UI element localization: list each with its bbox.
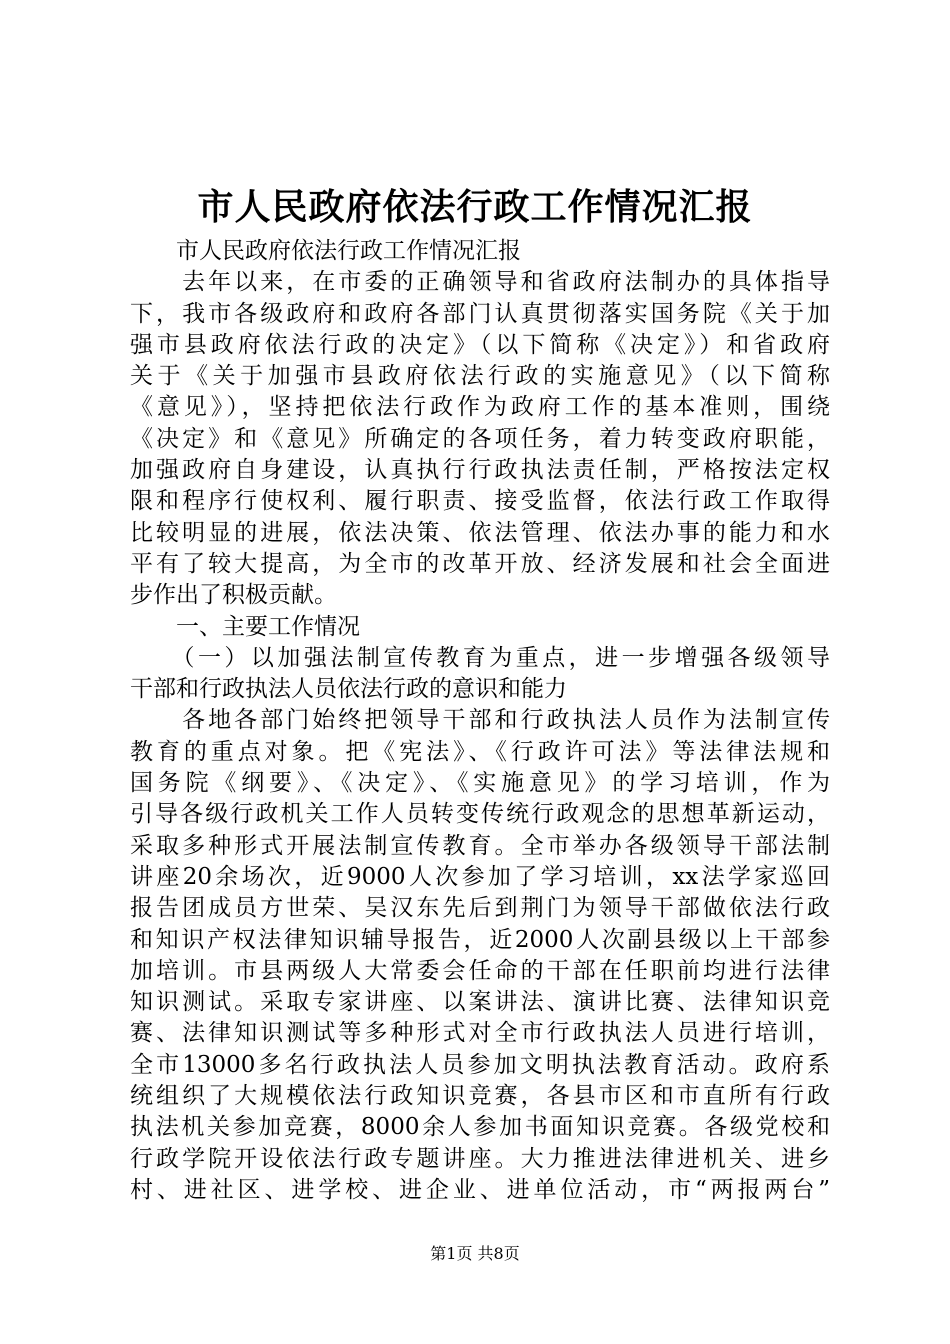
text-line: 采取多种形式开展法制宣传教育。全市举办各级领导干部法制	[130, 832, 830, 859]
text-line: 下，我市各级政府和政府各部门认真贯彻落实国务院《关于加	[130, 300, 830, 327]
text-line: 讲座20余场次，近9000人次参加了学习培训，xx法学家巡回	[130, 863, 830, 890]
text-line: 强市县政府依法行政的决定》（以下简称《决定》）和省政府	[130, 331, 830, 358]
text-line: 行政学院开设依法行政专题讲座。大力推进法律进机关、进乡	[130, 1145, 830, 1172]
text-line: 去年以来，在市委的正确领导和省政府法制办的具体指导	[130, 269, 830, 296]
text-line: 比较明显的进展，依法决策、依法管理、依法办事的能力和水	[130, 519, 830, 546]
text-line: 关于《关于加强市县政府依法行政的实施意见》（以下简称	[130, 363, 830, 390]
text-line: （一）以加强法制宣传教育为重点，进一步增强各级领导	[130, 644, 830, 671]
document-body	[130, 236, 830, 1206]
text-line: 国务院《纲要》、《决定》、《实施意见》的学习培训，作为	[130, 770, 830, 797]
text-line: 《决定》和《意见》所确定的各项任务，着力转变政府职能，	[130, 425, 830, 452]
text-line: 报告团成员方世荣、吴汉东先后到荆门为领导干部做依法行政	[130, 895, 830, 922]
text-line: 全市13000多名行政执法人员参加文明执法教育活动。政府系	[130, 1051, 830, 1078]
text-line: 各地各部门始终把领导干部和行政执法人员作为法制宣传	[130, 707, 830, 734]
text-line: 赛、法律知识测试等多种形式对全市行政执法人员进行培训，	[130, 1020, 830, 1047]
text-line: 干部和行政执法人员依法行政的意识和能力	[130, 676, 567, 703]
text-line: 教育的重点对象。把《宪法》、《行政许可法》等法律法规和	[130, 738, 830, 765]
text-line: 加培训。市县两级人大常委会任命的干部在任职前均进行法律	[130, 957, 830, 984]
text-line: 《意见》），坚持把依法行政作为政府工作的基本准则，围绕	[130, 394, 830, 421]
text-line: 限和程序行使权利、履行职责、接受监督，依法行政工作取得	[130, 488, 830, 515]
page-footer: 第1页 共8页	[430, 1244, 520, 1263]
text-line: 知识测试。采取专家讲座、以案讲法、演讲比赛、法律知识竞	[130, 989, 830, 1016]
text-line: 一、主要工作情况	[130, 613, 360, 640]
text-line: 引导各级行政机关工作人员转变传统行政观念的思想革新运动，	[130, 801, 830, 828]
text-line: 市人民政府依法行政工作情况汇报	[130, 238, 521, 264]
text-line: 平有了较大提高，为全市的改革开放、经济发展和社会全面进	[130, 550, 830, 577]
text-line: 执法机关参加竞赛，8000余人参加书面知识竞赛。各级党校和	[130, 1114, 830, 1141]
text-line: 加强政府自身建设，认真执行行政执法责任制，严格按法定权	[130, 457, 830, 484]
text-line: 村、进社区、进学校、进企业、进单位活动，市“两报两台”	[130, 1176, 830, 1203]
text-line: 统组织了大规模依法行政知识竞赛，各县市区和市直所有行政	[130, 1083, 830, 1110]
text-line: 步作出了积极贡献。	[130, 582, 337, 609]
document-title: 市人民政府依法行政工作情况汇报	[197, 186, 753, 228]
text-line: 和知识产权法律知识辅导报告，近2000人次副县级以上干部参	[130, 926, 830, 953]
